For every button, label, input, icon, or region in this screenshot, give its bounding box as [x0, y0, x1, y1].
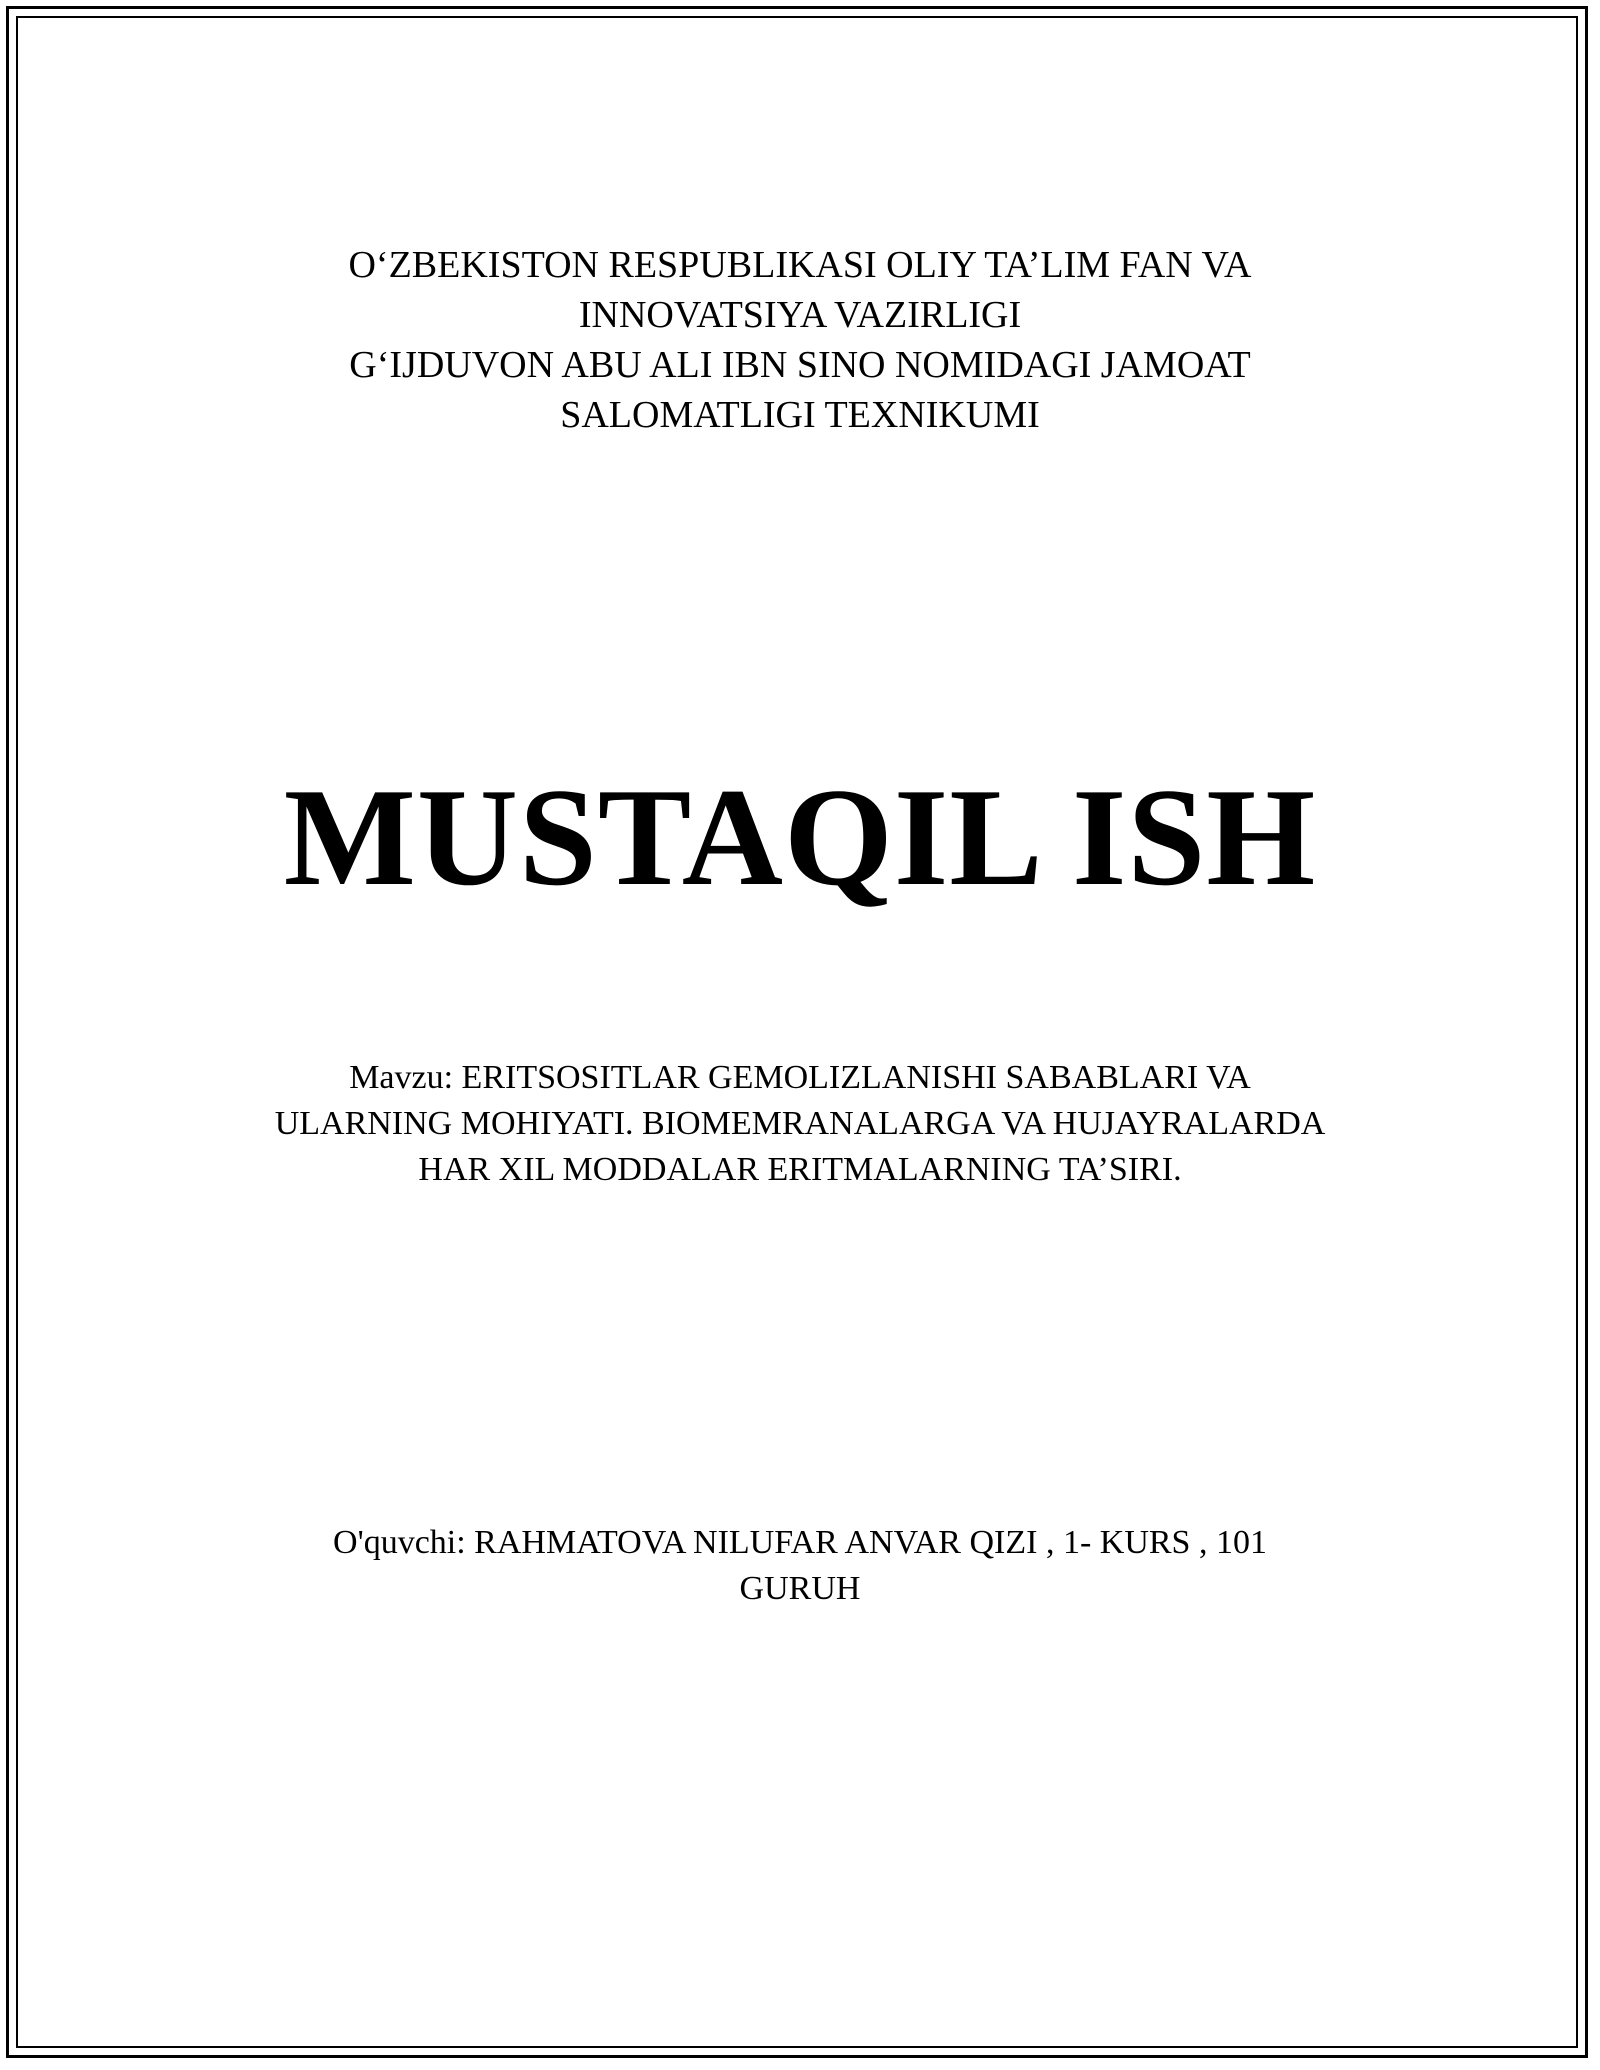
institution-header	[200, 240, 1400, 440]
header-line-4: SALOMATLIGI TEXNIKUMI	[560, 394, 1040, 436]
topic-text: Mavzu: ERITSOSITLAR GEMOLIZLANISHI SABABLARI VA ULARNING MOHIYATI. BIOMEMRANALARGA VA HUJAYRALARDA HAR XIL MODDALAR ERITMALARNING TA’SIRI.	[274, 1059, 1326, 1188]
student-info: O'quvchi: RAHMATOVA NILUFAR ANVAR QIZI , 1- KURS , 101 GURUH	[333, 1524, 1267, 1607]
header-line-2: INNOVATSIYA VAZIRLIGI	[578, 294, 1022, 336]
document-title: MUSTAQIL ISH	[283, 760, 1317, 915]
header-line-1: O‘ZBEKISTON RESPUBLIKASI OLIY TA’LIM FAN VA	[348, 244, 1252, 286]
header-line-3: G‘IJDUVON ABU ALI IBN SINO NOMIDAGI JAMOAT	[349, 344, 1251, 386]
